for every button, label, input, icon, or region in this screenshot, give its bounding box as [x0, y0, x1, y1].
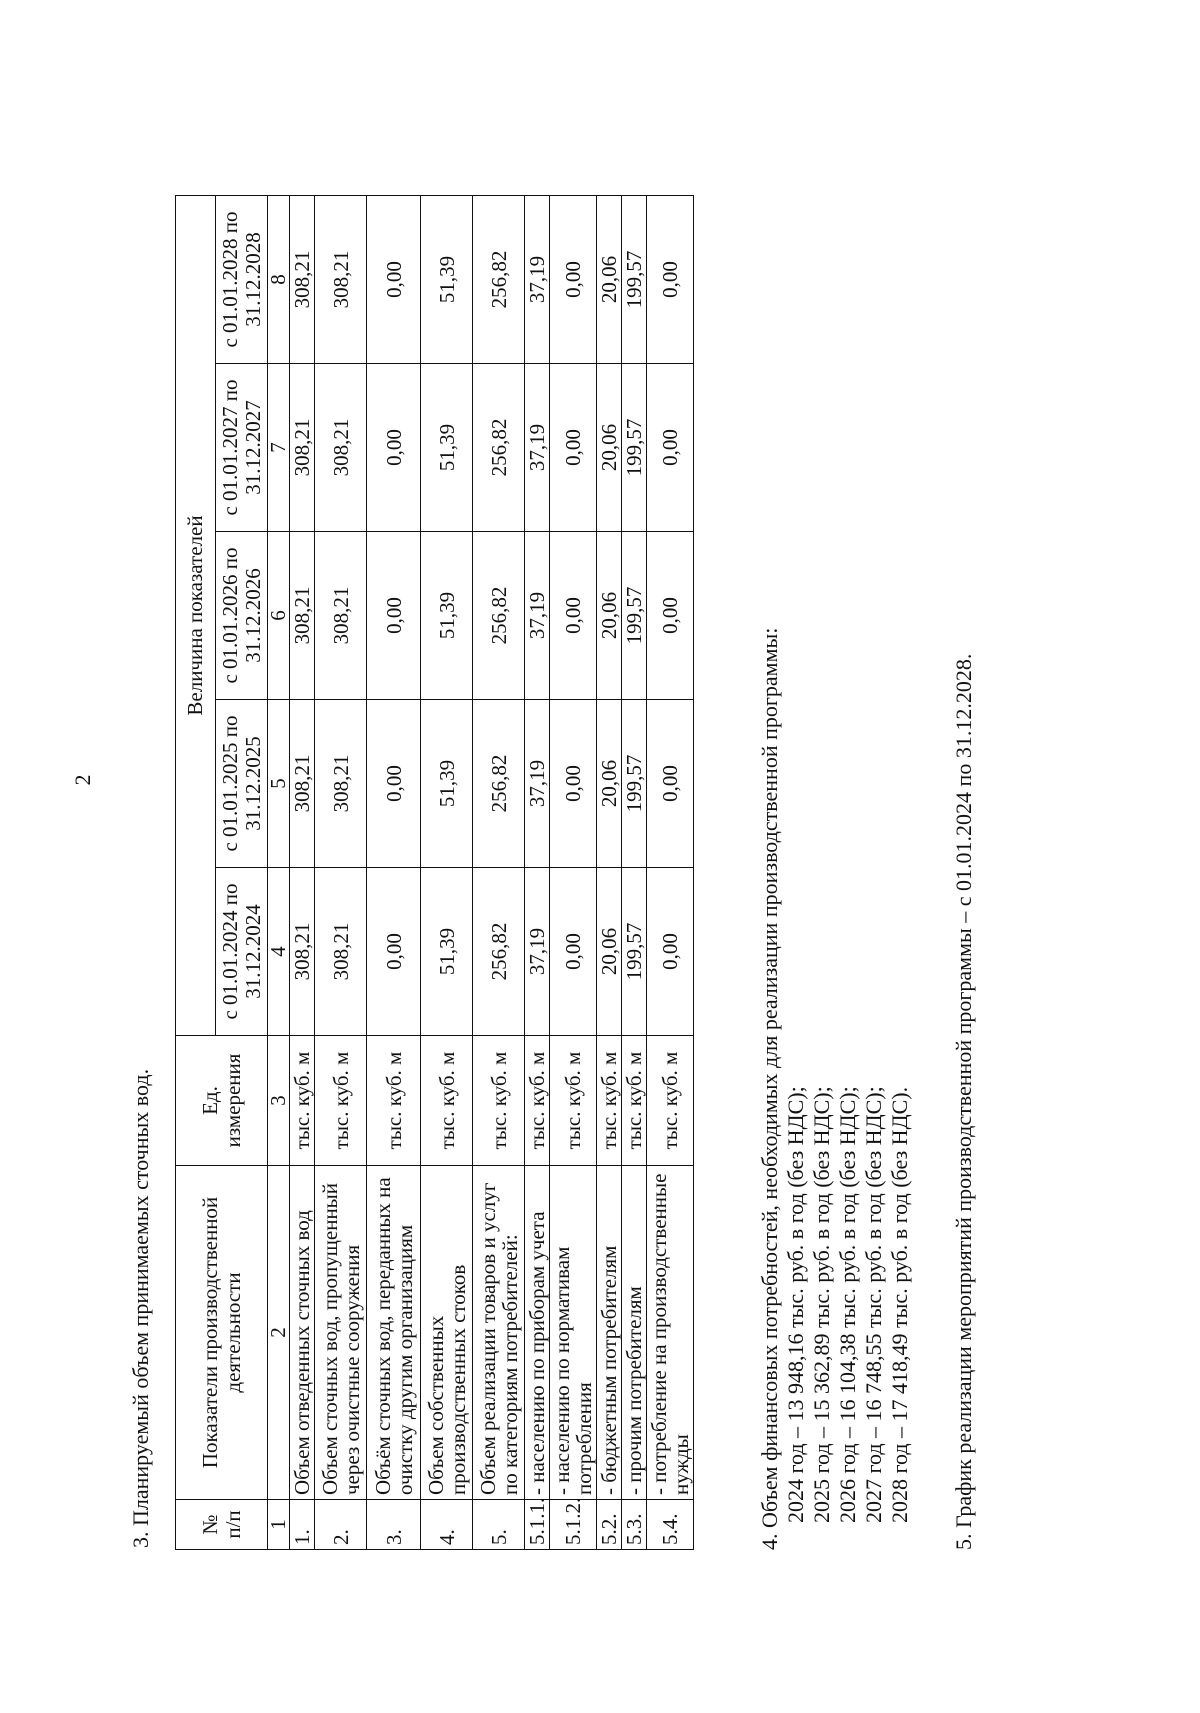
row-indicator: - населению по приборам учета: [525, 1166, 550, 1500]
row-indicator: - потребление на производственные нужды: [647, 1166, 694, 1500]
header-num: № п/п: [176, 1500, 268, 1550]
row-value: 0,00: [647, 364, 694, 532]
row-value: 256,82: [473, 196, 525, 364]
row-number: 5.4.: [647, 1500, 694, 1550]
header-period-2028: с 01.01.2028 по 31.12.2028: [216, 196, 268, 364]
header-indicator: Показатели производственной деятельности: [176, 1166, 268, 1500]
column-number: 7: [268, 364, 290, 532]
row-unit: тыс. куб. м: [647, 1036, 694, 1166]
row-number: 5.: [473, 1500, 525, 1550]
row-value: 0,00: [550, 700, 597, 868]
table-row: [315, 196, 367, 1550]
row-value: 308,21: [290, 532, 315, 700]
row-value: 308,21: [315, 196, 367, 364]
row-number: 5.1.2.: [550, 1500, 597, 1550]
row-value: 0,00: [367, 196, 421, 364]
column-number: 2: [268, 1166, 290, 1500]
header-period-2024: с 01.01.2024 по 31.12.2024: [216, 868, 268, 1036]
row-unit: тыс. куб. м: [421, 1036, 473, 1166]
row-number: 2.: [315, 1500, 367, 1550]
row-value: 0,00: [647, 868, 694, 1036]
row-value: 308,21: [315, 364, 367, 532]
row-value: 199,57: [622, 364, 647, 532]
row-value: 51,39: [421, 532, 473, 700]
row-value: 37,19: [525, 532, 550, 700]
financial-needs-line: 2024 год – 13 948,16 тыс. руб. в год (без НДС);: [783, 1086, 808, 1523]
row-unit: тыс. куб. м: [473, 1036, 525, 1166]
row-value: 20,06: [597, 532, 622, 700]
section-4: [757, 628, 913, 1550]
header-period-2027: с 01.01.2027 по 31.12.2027: [216, 364, 268, 532]
row-number: 1.: [290, 1500, 315, 1550]
header-period-2026: с 01.01.2026 по 31.12.2026: [216, 532, 268, 700]
page-number: 2: [70, 774, 95, 786]
row-value: 37,19: [525, 700, 550, 868]
row-number: 4.: [421, 1500, 473, 1550]
row-value: 20,06: [597, 700, 622, 868]
header-row-1: [176, 196, 216, 1550]
row-value: 308,21: [315, 532, 367, 700]
row-indicator: - населению по нормативам потребления: [550, 1166, 597, 1500]
row-value: 0,00: [647, 700, 694, 868]
row-unit: тыс. куб. м: [290, 1036, 315, 1166]
row-value: 0,00: [550, 196, 597, 364]
row-value: 20,06: [597, 868, 622, 1036]
row-value: 0,00: [550, 868, 597, 1036]
column-number: 5: [268, 700, 290, 868]
row-value: 0,00: [550, 364, 597, 532]
table-body: [290, 196, 694, 1550]
row-value: 0,00: [647, 532, 694, 700]
header-unit: Ед. измерения: [176, 1036, 268, 1166]
row-indicator: Объем сточных вод, пропущенный через очистные сооружения: [315, 1166, 367, 1500]
row-value: 256,82: [473, 532, 525, 700]
row-value: 0,00: [367, 700, 421, 868]
row-value: 51,39: [421, 196, 473, 364]
row-value: 308,21: [290, 196, 315, 364]
table-row: [647, 196, 694, 1550]
row-number: 5.2.: [597, 1500, 622, 1550]
financial-needs-line: 2025 год – 15 362,89 тыс. руб. в год (без НДС);: [809, 1086, 834, 1523]
row-number: 5.1.1.: [525, 1500, 550, 1550]
row-value: 0,00: [367, 532, 421, 700]
row-indicator: Объем собственных производственных стоков: [421, 1166, 473, 1500]
row-indicator: Объем реализации товаров и услуг по категориям потребителей:: [473, 1166, 525, 1500]
row-value: 199,57: [622, 700, 647, 868]
financial-needs-line: 2027 год – 16 748,55 тыс. руб. в год (без НДС);: [861, 1086, 886, 1523]
table-row: [473, 196, 525, 1550]
table-row: [290, 196, 315, 1550]
row-indicator: Объём сточных вод, переданных на очистку другим организациям: [367, 1166, 421, 1500]
table-row: [525, 196, 550, 1550]
row-value: 20,06: [597, 364, 622, 532]
column-number: 3: [268, 1036, 290, 1166]
row-value: 308,21: [290, 868, 315, 1036]
row-value: 51,39: [421, 364, 473, 532]
section-5-title: 5. График реализации мероприятий производственной программы – с 01.01.2024 по 31.12.2028.: [951, 653, 976, 1550]
financial-needs-list: [783, 628, 913, 1550]
row-value: 256,82: [473, 364, 525, 532]
row-value: 256,82: [473, 700, 525, 868]
row-value: 37,19: [525, 364, 550, 532]
row-value: 199,57: [622, 868, 647, 1036]
row-value: 199,57: [622, 196, 647, 364]
section-4-title: 4. Объем финансовых потребностей, необходимых для реализации производственной программы:: [757, 627, 782, 1550]
row-number: 5.3.: [622, 1500, 647, 1550]
row-indicator: - прочим потребителям: [622, 1166, 647, 1500]
row-indicator: Объем отведенных сточных вод: [290, 1166, 315, 1500]
row-value: 51,39: [421, 868, 473, 1036]
financial-needs-line: 2028 год – 17 418,49 тыс. руб. в год (без НДС).: [887, 1086, 912, 1523]
column-number: 4: [268, 868, 290, 1036]
row-value: 51,39: [421, 700, 473, 868]
row-value: 37,19: [525, 868, 550, 1036]
table-row: [550, 196, 597, 1550]
column-number: 6: [268, 532, 290, 700]
table-row: [421, 196, 473, 1550]
row-value: 0,00: [647, 196, 694, 364]
row-unit: тыс. куб. м: [315, 1036, 367, 1166]
table-row: [367, 196, 421, 1550]
wastewater-volume-table: [175, 195, 694, 1550]
header-value-group: Величина показателей: [176, 196, 216, 1036]
row-value: 0,00: [367, 364, 421, 532]
header-period-2025: с 01.01.2025 по 31.12.2025: [216, 700, 268, 868]
row-value: 37,19: [525, 196, 550, 364]
section-3-title: 3. Планируемый объем принимаемых сточных вод.: [128, 1068, 153, 1548]
row-value: 308,21: [290, 364, 315, 532]
row-indicator: - бюджетным потребителям: [597, 1166, 622, 1500]
row-unit: тыс. куб. м: [550, 1036, 597, 1166]
row-number: 3.: [367, 1500, 421, 1550]
row-value: 199,57: [622, 532, 647, 700]
column-number: 8: [268, 196, 290, 364]
table-row: [622, 196, 647, 1550]
row-value: 0,00: [550, 532, 597, 700]
column-numbers-row: [268, 196, 290, 1550]
table-row: [597, 196, 622, 1550]
financial-needs-line: 2026 год – 16 104,38 тыс. руб. в год (без НДС);: [835, 1086, 860, 1523]
row-value: 308,21: [315, 700, 367, 868]
row-value: 308,21: [290, 700, 315, 868]
row-value: 0,00: [367, 868, 421, 1036]
column-number: 1: [268, 1500, 290, 1550]
row-unit: тыс. куб. м: [622, 1036, 647, 1166]
row-value: 308,21: [315, 868, 367, 1036]
row-unit: тыс. куб. м: [597, 1036, 622, 1166]
row-value: 20,06: [597, 196, 622, 364]
table-header: [176, 196, 290, 1550]
row-unit: тыс. куб. м: [367, 1036, 421, 1166]
row-unit: тыс. куб. м: [525, 1036, 550, 1166]
row-value: 256,82: [473, 868, 525, 1036]
